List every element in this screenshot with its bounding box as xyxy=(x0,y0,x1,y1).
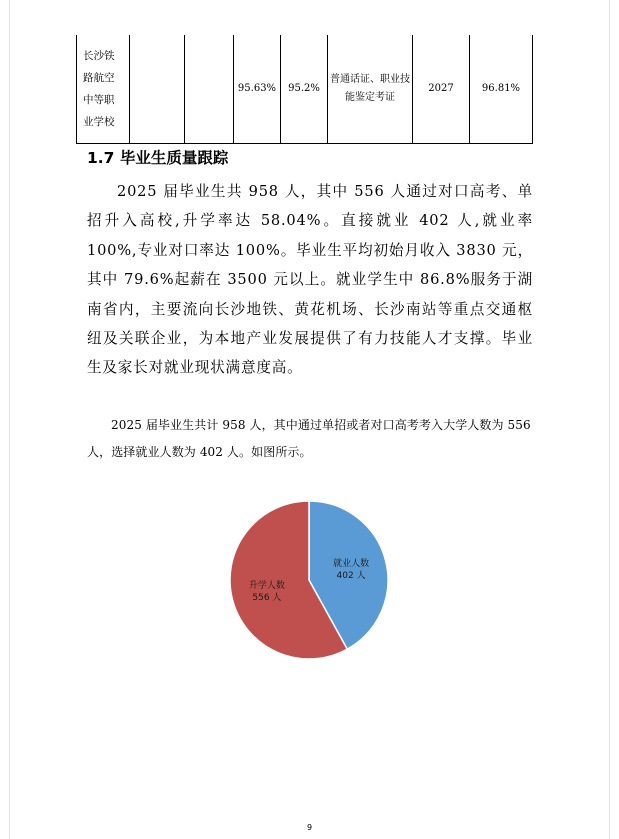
year-cell: 2027 xyxy=(413,35,470,144)
rate-cell-3: 96.81% xyxy=(470,35,533,144)
page-edge-left xyxy=(9,0,10,839)
pie-slice-label: 就业人数 xyxy=(333,559,370,570)
school-name: 长沙铁路航空中等职业学校 xyxy=(83,50,115,128)
page-number: 9 xyxy=(306,823,313,832)
section-paragraph: 2025 届毕业生共 958 人，其中 556 人通过对口高考、单招升入高校,升学率达 58.04%。直接就业 402 人,就业率 100%,专业对口率达 100%。毕业生平均初始月收入 3830 元，其中 79.6%起薪在 3500 元以上。就业学生中 86.8%服务于湖南省内，主要流向长沙地铁、黄花机场、长沙南站等重点交通枢纽及关联企业，为本地产业发展提供了有力技能人才支撑。毕业生及家长对就业现状满意度高。 xyxy=(87,183,533,377)
page-edge-right xyxy=(609,0,610,839)
table-row xyxy=(77,35,533,144)
pie-slice-value-label: 556 人 xyxy=(252,592,282,603)
pie-slice-label: 升学人数 xyxy=(248,580,285,591)
chart-caption: 2025 届毕业生共计 958 人，其中通过单招或者对口高考考入大学人数为 556 人，选择就业人数为 402 人。如图所示。 xyxy=(87,418,531,459)
table-cell-empty-2 xyxy=(185,35,234,144)
table-cell-empty-1 xyxy=(130,35,185,144)
pie-chart xyxy=(226,497,392,663)
certificate-text: 普通话证、职业技能鉴定考证 xyxy=(330,74,410,103)
rate-cell-2: 95.2% xyxy=(281,35,328,144)
school-name-cell xyxy=(77,35,130,144)
certificate-cell xyxy=(328,35,413,144)
rate-cell-1: 95.63% xyxy=(234,35,281,144)
section-heading: 1.7 毕业生质量跟踪 xyxy=(87,149,229,167)
employment-table xyxy=(76,35,533,144)
pie-slice-value-label: 402 人 xyxy=(336,571,366,582)
